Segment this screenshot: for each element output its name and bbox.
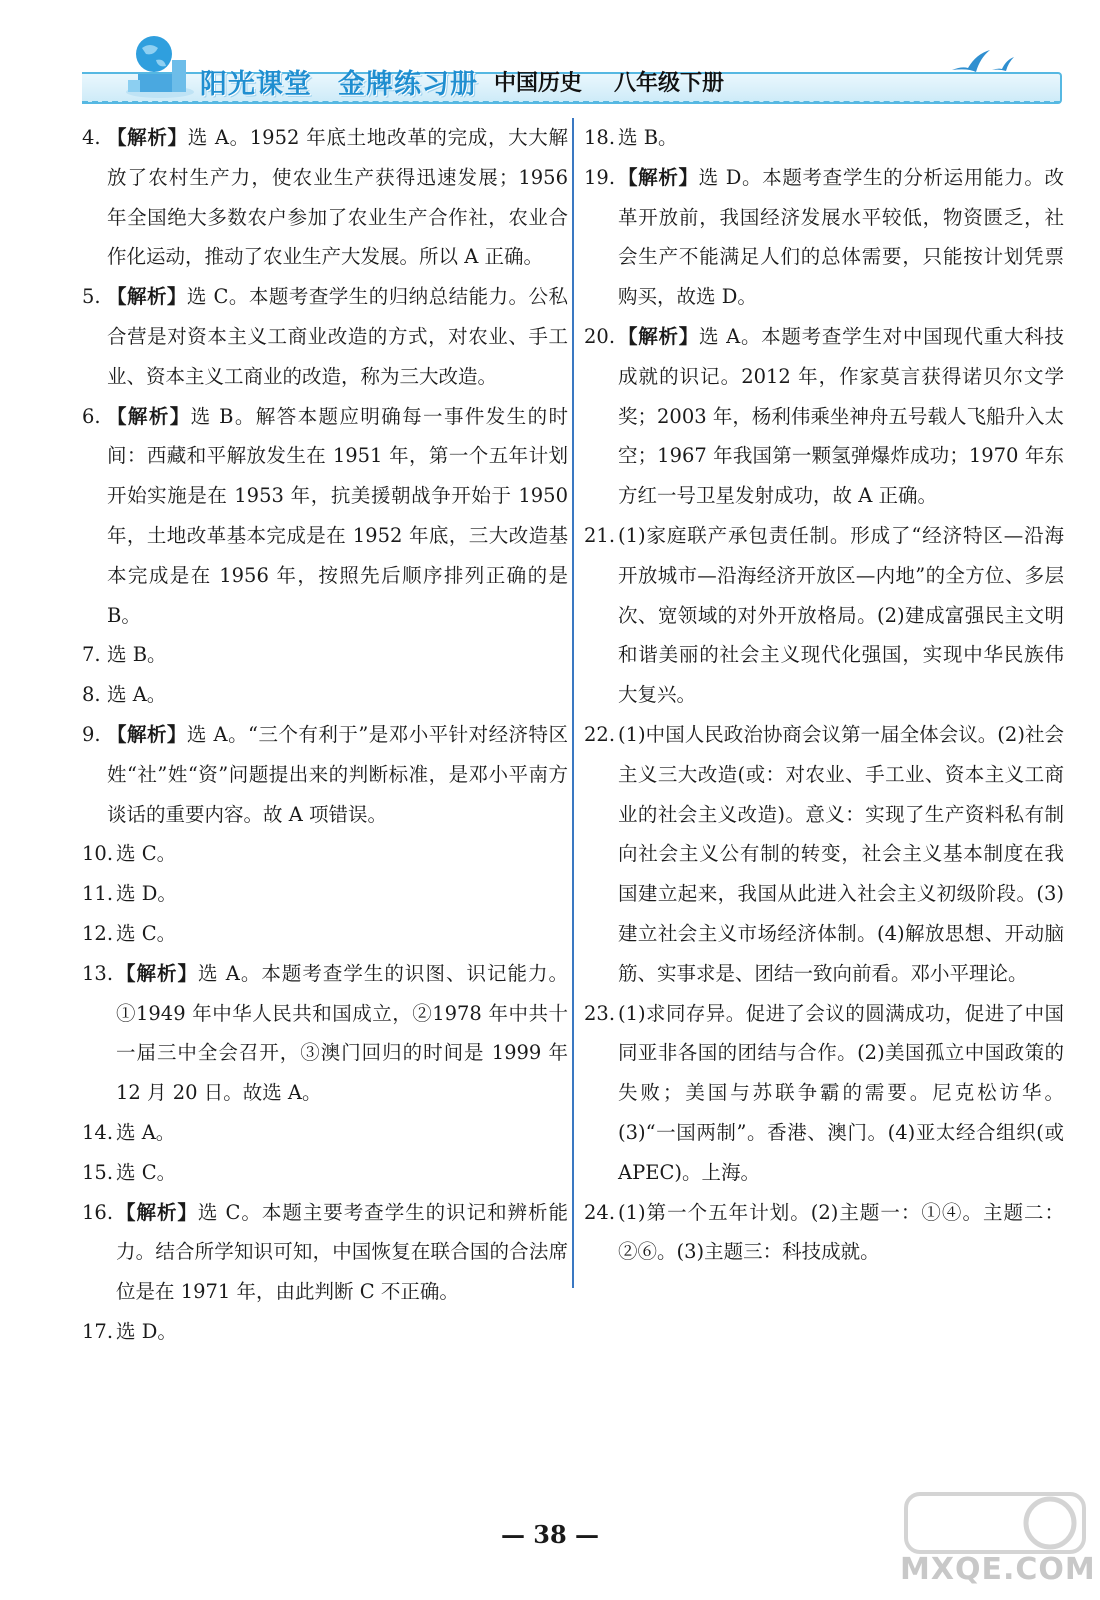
answer-text: 选 A。本题考查学生对中国现代重大科技成就的识记。2012 年，作家莫言获得诺贝尔文学奖；2003 年，杨利伟乘坐神舟五号载人飞船升入太空；1967 年我国第一颗氢弹爆炸成功；1970 年东方红一号卫星发射成功，故 A 正确。: [618, 324, 1064, 508]
answer-item: [82, 397, 568, 636]
question-number: 8.: [82, 683, 101, 707]
header-dashed-rule: [82, 101, 1060, 103]
analysis-tag: 【解析】: [107, 722, 187, 746]
analysis-tag: 【解析】: [107, 126, 188, 149]
answer-item: [82, 675, 568, 715]
question-number: 7.: [82, 643, 101, 667]
question-number: 6.: [82, 404, 101, 428]
answer-item: [82, 715, 568, 834]
brand-series-title: 阳光课堂: [200, 69, 312, 100]
answer-item: [82, 1153, 568, 1193]
question-number: 10.: [82, 842, 114, 866]
answer-text: 选 C。: [116, 842, 177, 866]
answer-item: [82, 277, 568, 396]
question-number: 14.: [82, 1120, 114, 1144]
analysis-tag: 【解析】: [116, 1200, 198, 1224]
globe-logo-icon: [120, 30, 200, 100]
answer-item: [584, 158, 1064, 317]
answer-text: 选 A。: [107, 683, 167, 707]
answer-text: 选 D。: [116, 1319, 177, 1343]
question-number: 21.: [584, 523, 616, 547]
answer-item: [584, 1193, 1064, 1273]
question-number: 19.: [584, 165, 616, 189]
grade-title: 八年级下册: [614, 71, 725, 96]
question-number: 5.: [82, 285, 101, 309]
answer-text: 选 D。本题考查学生的分析运用能力。改革开放前，我国经济发展水平较低，物资匮乏，社会生产不能满足人们的总体需要，只能按计划凭票购买，故选 D。: [618, 165, 1064, 309]
answer-item: [584, 994, 1064, 1193]
answer-text: 选 C。本题考查学生的归纳总结能力。公私合营是对资本主义工商业改造的方式，对农业、手工业、资本主义工商业的改造，称为三大改造。: [107, 285, 568, 388]
answer-column-left: [82, 118, 568, 1352]
answer-text: (1)家庭联产承包责任制。形成了“经济特区—沿海开放城市—沿海经济开放区—内地”的全方位、多层次、宽领域的对外开放格局。(2)建成富强民主文明和谐美丽的社会主义现代化强国，实现中华民族伟大复兴。: [618, 523, 1064, 707]
answer-item: [82, 914, 568, 954]
question-number: 18.: [584, 126, 616, 149]
answer-item: [584, 715, 1064, 994]
answer-text: 选 A。1952 年底土地改革的完成，大大解放了农村生产力，使农业生产获得迅速发展；1956 年全国绝大多数农户参加了农业生产合作社，农业合作化运动，推动了农业生产大发展。所以 A 正确。: [107, 126, 568, 269]
answer-item: [82, 874, 568, 914]
page-number: — 38 —: [500, 1520, 600, 1549]
question-number: 17.: [82, 1319, 114, 1343]
answer-text: 选 D。: [116, 882, 177, 906]
answer-item: [82, 954, 568, 1113]
page-header: [0, 0, 1100, 110]
question-number: 9.: [82, 722, 101, 746]
brand-book-title: 金牌练习册: [338, 69, 478, 100]
answer-text: 选 B。: [618, 126, 678, 149]
answer-item: [584, 516, 1064, 715]
answer-text: (1)中国人民政治协商会议第一届全体会议。(2)社会主义三大改造(或：对农业、手工业、资本主义工商业的社会主义改造)。意义：实现了生产资料私有制向社会主义公有制的转变，社会主义基本制度在我国建立起来，我国从此进入社会主义初级阶段。(3)建立社会主义市场经济体制。(4)解放思想、开动脑筋、实事求是、团结一致向前看。邓小平理论。: [618, 722, 1064, 985]
answer-text: 选 A。: [116, 1120, 176, 1144]
answer-item: [82, 1193, 568, 1312]
answer-text: 选 B。: [107, 643, 167, 667]
analysis-tag: 【解析】: [107, 404, 191, 428]
question-number: 13.: [82, 961, 114, 985]
answer-text: 选 C。: [116, 1160, 177, 1184]
question-number: 22.: [584, 722, 616, 746]
answer-column-right: [584, 118, 1064, 1272]
analysis-tag: 【解析】: [107, 285, 187, 309]
answer-text: (1)第一个五年计划。(2)主题一：①④。主题二：②⑥。(3)主题三：科技成就。: [618, 1200, 1064, 1264]
column-divider: [572, 118, 574, 1288]
answer-item: [82, 635, 568, 675]
subject-title: 中国历史: [494, 71, 583, 96]
answer-item: [82, 1113, 568, 1153]
question-number: 4.: [82, 126, 101, 149]
question-number: 24.: [584, 1200, 616, 1224]
question-number: 23.: [584, 1001, 616, 1025]
question-number: 20.: [584, 324, 616, 348]
answer-text: 选 C。: [116, 921, 177, 945]
birds-icon: [948, 40, 1018, 80]
answer-text: 选 B。解答本题应明确每一事件发生的时间：西藏和平解放发生在 1951 年，第一个五年计划开始实施是在 1953 年，抗美援朝战争开始于 1950 年，土地改革基本完成是在 1952 年底，三大改造基本完成是在 1956 年，按照先后顺序排列正确的是 B。: [107, 404, 568, 627]
answer-text: 选 C。本题主要考查学生的识记和辨析能力。结合所学知识可知，中国恢复在联合国的合法席位是在 1971 年，由此判断 C 不正确。: [116, 1200, 568, 1304]
answer-item: [82, 1312, 568, 1352]
analysis-tag: 【解析】: [618, 324, 699, 348]
answer-item: [584, 317, 1064, 516]
analysis-tag: 【解析】: [116, 961, 199, 985]
watermark-text: MXQE.COM: [900, 1552, 1096, 1587]
answer-text: 选 A。“三个有利于”是邓小平针对经济特区姓“社”姓“资”问题提出来的判断标准，是邓小平南方谈话的重要内容。故 A 项错误。: [107, 722, 568, 826]
question-number: 12.: [82, 921, 114, 945]
answer-text: 选 A。本题考查学生的识图、识记能力。①1949 年中华人民共和国成立，②1978 年中共十一届三中全会召开，③澳门回归的时间是 1999 年 12 月 20 日。故选 A。: [116, 961, 568, 1105]
question-number: 16.: [82, 1200, 114, 1224]
analysis-tag: 【解析】: [618, 165, 699, 189]
answer-text: (1)求同存异。促进了会议的圆满成功，促进了中国同亚非各国的团结与合作。(2)美国孤立中国政策的失败；美国与苏联争霸的需要。尼克松访华。(3)“一国两制”。香港、澳门。(4)亚太经合组织(或 APEC)。上海。: [618, 1001, 1064, 1184]
question-number: 15.: [82, 1160, 114, 1184]
answer-item: [82, 118, 568, 277]
answer-item: [584, 118, 1064, 158]
answer-item: [82, 834, 568, 874]
question-number: 11.: [82, 882, 114, 906]
